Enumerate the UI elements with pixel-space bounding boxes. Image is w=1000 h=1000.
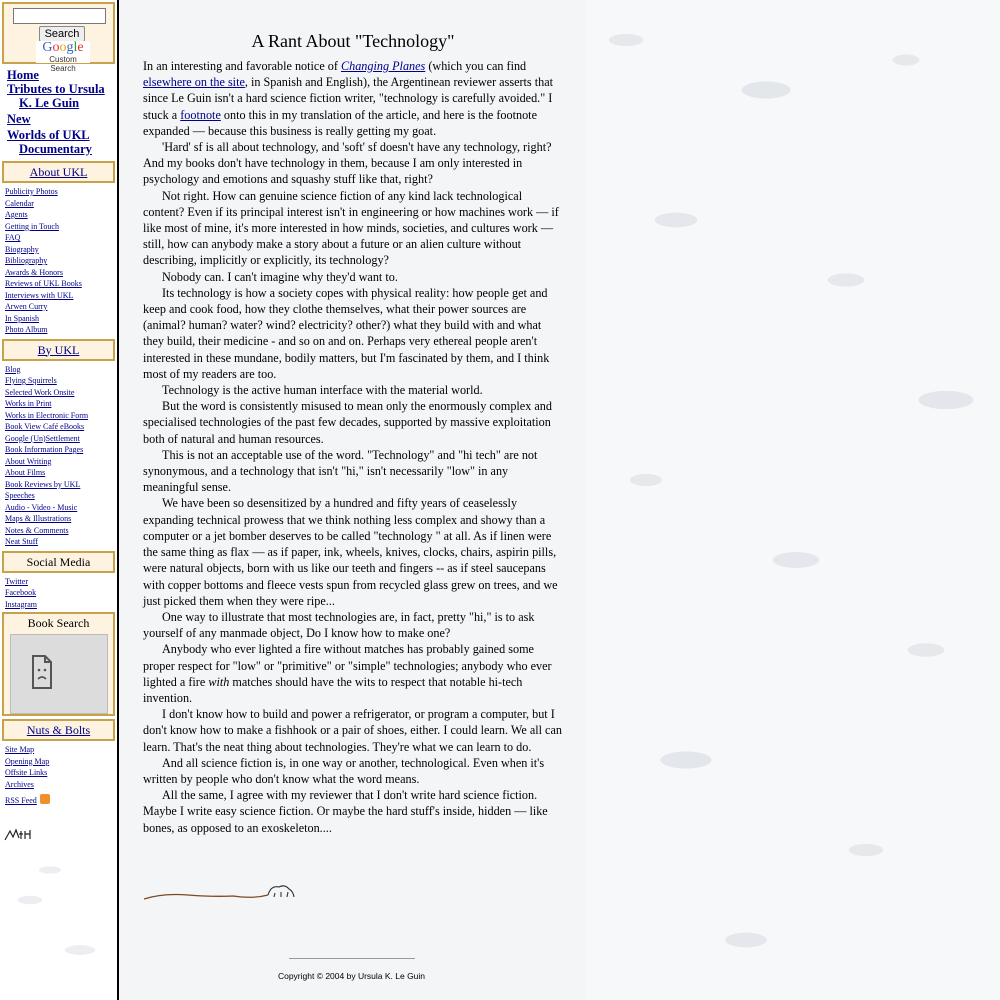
about-link[interactable]: In Spanish [5,313,39,323]
by-link[interactable]: About Writing [5,456,52,466]
paragraph: Its technology is how a society copes with physical reality: how people get and keep and cook food, how they clothe themselves, what their power sources are (animal? human? water? wind? electricity? other?) what they build with and what they build, their medicine - and so on and on. Perhaps very ethereal people aren't interested in these mundane, bodily matters, but I'm fascinated by them, and I think most of my readers are too. [143,285,550,381]
google-logo-letter: G [42,40,53,55]
nuts-link[interactable]: Archives [5,779,34,789]
paragraph: All the same, I agree with my reviewer that I don't write hard science fiction. Maybe I write easy science fiction. Or maybe the hard stuff's inside, hidden — like bones, as opposed to an exoskeleton.... [143,788,548,835]
paragraph: Not right. How can genuine science fiction of any kind lack technological content? Even if its principal interest isn't in engineering or how machines work — if like most of mine, it's more interested in how minds, societies, and cultures work — still, how can anybody make a story about a future or an alien culture without describing, implicitly or explicitly, its technology? [143,188,559,268]
about-ukl-link[interactable]: About UKL [29,165,88,179]
page-title: A Rant About "Technology" [251,31,455,51]
by-links [5,364,117,548]
text-run: matches should have the wits to respect that notable hi-tech invention. [143,674,523,705]
by-link[interactable]: About Films [5,468,46,477]
by-link[interactable]: Google (Un)Settlement [5,433,80,443]
paragraph: I don't know how to build and power a refrigerator, or program a computer, but I don't know how to make a fishhook or a pair of shoes, either. I could learn. We all can learn. That's the neat thing about technologies. They're what we can learn to do. [143,707,562,754]
book-search-heading: Book Search [27,616,90,630]
about-link[interactable]: Arwen Curry [5,302,48,311]
search-button[interactable]: Search [39,26,85,42]
main-content [143,30,563,836]
paragraph [143,641,563,706]
about-link[interactable]: Getting in Touch [5,221,59,231]
google-logo-letter: e [77,40,84,55]
rss-feed-link[interactable] [5,794,117,807]
paragraph [143,58,563,139]
book-search-box [2,612,115,716]
paragraph: 'Hard' sf is all about technology, and 'soft' sf doesn't have any technology, right? And my books don't have technology in them, because I am only interested in psychology and emotions and squashy stuff like that, right? [143,140,552,187]
google-logo-letter: g [66,40,74,55]
by-link[interactable]: Selected Work Onsite [5,387,75,397]
footnote-link[interactable]: footnote [180,107,221,122]
about-link[interactable]: Photo Album [5,325,48,334]
article-body [143,58,563,836]
elsewhere-link[interactable]: elsewhere on the site [143,75,245,90]
copyright-notice: Copyright © 2004 by Ursula K. Le Guin [277,971,426,981]
by-link[interactable]: Book Reviews by UKL [5,479,81,489]
by-link[interactable]: Neat Stuff [5,537,38,546]
by-link[interactable]: Maps & Illustrations [5,514,72,523]
google-logo-letter: l [73,40,78,55]
nuts-bolts-heading[interactable] [2,719,115,741]
paragraph: Nobody can. I can't imagine why they'd want to. [162,269,398,284]
nav-worlds[interactable] [7,128,117,156]
paragraph: And all science fiction is, in one way or another, technological. Even when it's written by people who don't know what the word means. [143,755,545,786]
paragraph: One way to illustrate that most technologies are, in fact, pretty "hi," is to ask yourself of any manmade object, Do I know how to make one? [143,609,535,641]
flying-squirrel-signature-icon [143,881,298,903]
social-link-instagram[interactable]: Instagram [5,599,37,609]
about-link[interactable]: Biography [5,244,39,254]
changing-planes-link[interactable]: Changing Planes [340,59,426,73]
search-box [2,2,115,73]
nuts-link[interactable]: Site Map [5,745,35,754]
nav-new[interactable]: New [7,112,31,126]
nuts-link[interactable]: Offsite Links [5,768,48,777]
sidebar [0,0,119,1000]
by-link[interactable]: Audio - Video - Music [5,502,78,512]
nav-tributes-line1: Tributes to Ursula [7,82,105,96]
nuts-bolts-link[interactable]: Nuts & Bolts [26,723,91,737]
nav-home[interactable]: Home [7,68,39,82]
nav-tributes[interactable] [7,82,117,110]
search-input[interactable] [13,8,106,24]
by-link[interactable]: Works in Print [5,399,52,408]
map-background [586,0,1000,1000]
social-links [5,576,117,611]
about-link[interactable]: FAQ [5,233,21,242]
by-ukl-heading[interactable] [2,339,115,361]
about-ukl-heading[interactable] [2,161,115,183]
text-run: (which you can find [425,59,527,73]
text-run: In an interesting and favorable notice of [143,59,341,73]
by-link[interactable]: Speeches [5,491,35,500]
social-media-heading [2,551,115,573]
by-link[interactable]: Notes & Comments [5,525,69,535]
about-link[interactable]: Interviews with UKL [5,290,74,300]
google-logo-letter: o [52,40,60,55]
book-search-widget[interactable] [10,634,108,714]
rss-feed-label: RSS Feed [5,796,37,805]
text-run: Anybody who ever lighted a fire without matches has probably gained some proper respect for "low" or "primitive" or "simple" technologies; anybody who ever lighted a fire [143,642,552,689]
social-link-twitter[interactable]: Twitter [5,576,28,586]
paragraph: Technology is the active human interface with the material world. [162,383,483,398]
main-nav [7,68,117,156]
social-link-facebook[interactable]: Facebook [5,588,37,597]
nav-worlds-line1: Worlds of UKL [7,128,90,142]
nuts-links [5,744,117,807]
social-media-label: Social Media [26,554,91,569]
footer-divider [289,958,415,959]
google-logo-letter: o [59,40,67,55]
by-link[interactable]: Flying Squirrels [5,376,57,385]
rss-icon [40,794,50,804]
about-link[interactable]: Reviews of UKL Books [5,279,82,288]
about-link[interactable]: Publicity Photos [5,187,58,196]
by-link[interactable]: Book Information Pages [5,445,84,454]
about-link[interactable]: Agents [5,210,28,219]
nav-tributes-line2: K. Le Guin [19,96,80,110]
about-link[interactable]: Bibliography [5,256,48,265]
paragraph: We have been so desensitized by a hundred and fifty years of ceaselessly expanding technical prowess that we think nothing less complex and showy than a computer or a jet bomber deserves to be called "technology " at all. As if linen were the same thing as flax — as if paper, ink, wheels, knives, clocks, chairs, aspirin pills, were natural objects, born with us like our teeth and fingers -- as if steel saucepans with copper bottoms and fleece vests spun from recycled glass grew on trees, and we just picked them when they were ripe... [143,496,558,608]
nav-worlds-line2: Documentary [19,142,92,156]
custom-search-label: Custom Search [49,55,77,73]
by-ukl-link[interactable]: By UKL [37,342,80,357]
google-custom-search-logo [36,40,90,73]
by-link[interactable]: Book View Café eBooks [5,422,85,431]
text-run: , in Spanish and English), the Argentinean reviewer asserts that since Le Guin isn't a hard science fiction writer, "technology is carefully avoided." I stuck a [143,75,553,122]
about-link[interactable]: Calendar [5,198,34,208]
paragraph: This is not an acceptable use of the word. "Technology" and "hi tech" are not synonymous, and a technology that isn't "hi," isn't necessarily "low" in any meaningful sense. [143,447,538,495]
about-link[interactable]: Awards & Honors [5,267,63,277]
nuts-link[interactable]: Opening Map [5,756,50,766]
about-links [5,186,117,336]
emphasis: with [208,674,230,689]
paragraph: But the word is consistently misused to mean only the enormously complex and specialised technologies of the past few decades, supported by massive exploitation both of natural and human resources. [143,399,552,446]
signature-logo-icon [4,825,34,845]
text-run: onto this in my translation of the article, and here is the footnote expanded — because this business is really getting my goat. [143,107,537,138]
by-link[interactable]: Works in Electronic Form [5,410,89,420]
by-link[interactable]: Blog [5,364,21,374]
broken-document-icon [11,635,109,713]
